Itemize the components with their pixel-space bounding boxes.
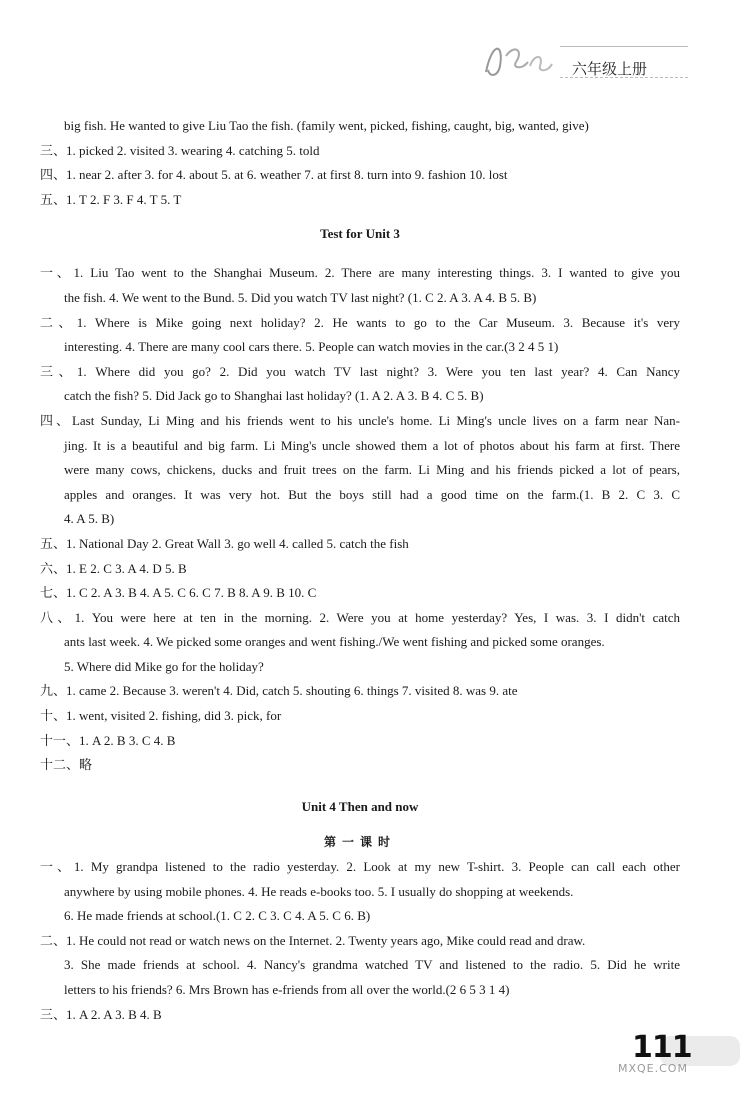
answer-line: interesting. 4. There are many cool cars there. 5. People can watch movies in the car.(3 2 4 5 1): [64, 339, 559, 355]
answer-line: 4. A 5. B): [64, 511, 115, 527]
answer-line: 六、1. E 2. C 3. A 4. D 5. B: [40, 560, 187, 576]
answer-line: catch the fish? 5. Did Jack go to Shanghai last holiday? (1. A 2. A 3. B 4. C 5. B): [64, 388, 484, 404]
answer-line: 十、1. went, visited 2. fishing, did 3. pick, for: [40, 708, 282, 724]
answer-line: 七、1. C 2. A 3. B 4. A 5. C 6. C 7. B 8. A 9. B 10. C: [40, 585, 317, 601]
watermark-text: MXQE.COM: [618, 1062, 688, 1075]
answer-line: anywhere by using mobile phones. 4. He reads e-books too. 5. I usually do shopping at weekends.: [64, 883, 574, 899]
answer-line: ants last week. 4. We picked some oranges and went fishing./We went fishing and picked some oranges.: [64, 634, 605, 650]
answer-line: 四、1. near 2. after 3. for 4. about 5. at 6. weather 7. at first 8. turn into 9. fashion 10. lost: [40, 167, 508, 183]
answer-line: were many cows, chickens, ducks and fruit trees on the farm. Li Ming and his friends picked a lot of pears,: [64, 462, 680, 478]
unit-heading: Unit 4 Then and now: [301, 798, 419, 814]
lesson-heading: 第一课时: [323, 835, 396, 850]
answer-line: 5. Where did Mike go for the holiday?: [64, 658, 264, 674]
answer-line: 三、1. picked 2. visited 3. wearing 4. catching 5. told: [40, 142, 320, 158]
answer-line: 6. He made friends at school.(1. C 2. C 3. C 4. A 5. C 6. B): [64, 908, 371, 924]
answer-line: big fish. He wanted to give Liu Tao the fish. (family went, picked, fishing, caught, big, wanted, give): [64, 118, 589, 133]
answer-line: jing. It is a beautiful and big farm. Li Ming's uncle showed them a lot of photos about his farm at first. There: [64, 437, 680, 453]
test-heading: Test for Unit 3: [320, 226, 400, 242]
answer-line: 九、1. came 2. Because 3. weren't 4. Did, catch 5. shouting 6. things 7. visited 8. was 9. ate: [40, 683, 518, 699]
unit-answers: [40, 855, 680, 1027]
answer-line: 一、1. My grandpa listened to the radio yesterday. 2. Look at my new T-shirt. 3. People can call each other: [40, 859, 680, 875]
top-answers: [40, 114, 680, 212]
answer-line: 五、1. National Day 2. Great Wall 3. go well 4. called 5. catch the fish: [40, 535, 409, 551]
answer-line: 三、1. Where did you go? 2. Did you watch TV last night? 3. Were you ten last year? 4. Can Nancy: [40, 363, 680, 379]
answer-line: 一、1. Liu Tao went to the Shanghai Museum. 2. There are many interesting things. 3. I wanted to give you: [40, 265, 680, 281]
answer-line: 八、1. You were here at ten in the morning. 2. Were you at home yesterday? Yes, I was. 3. I didn't catch: [40, 609, 680, 625]
grade-label: 六年级上册: [572, 60, 648, 78]
series-logo-icon: [478, 36, 558, 84]
answer-content: [40, 114, 680, 1027]
answer-line: 二、1. He could not read or watch news on the Internet. 2. Twenty years ago, Mike could read and draw.: [40, 932, 586, 948]
answer-line: 二、1. Where is Mike going next holiday? 2. He wants to go to the Car Museum. 3. Because it's very: [40, 314, 680, 330]
answer-line: 3. She made friends at school. 4. Nancy's grandma watched TV and listened to the radio. 5. Did he write: [64, 957, 680, 973]
answer-line: 十一、1. A 2. B 3. C 4. B: [40, 732, 176, 748]
answer-line: apples and oranges. It was very hot. But the boys still had a good time on the farm.(1. B 2. C 3. C: [64, 486, 680, 502]
answer-line: letters to his friends? 6. Mrs Brown has e-friends from all over the world.(2 6 5 3 1 4): [64, 982, 510, 997]
answer-line: 四、Last Sunday, Li Ming and his friends went to his uncle's home. Li Ming's uncle lives on a farm near Nan-: [40, 412, 680, 428]
answer-line: 十二、略: [40, 757, 93, 773]
answer-line: 五、1. T 2. F 3. F 4. T 5. T: [40, 191, 182, 207]
test-answers: [40, 261, 680, 777]
answer-line: 三、1. A 2. A 3. B 4. B: [40, 1006, 162, 1022]
answer-line: the fish. 4. We went to the Bund. 5. Did you watch TV last night? (1. C 2. A 3. A 4. B 5. B): [64, 289, 537, 305]
page-number: 111: [632, 1030, 692, 1065]
